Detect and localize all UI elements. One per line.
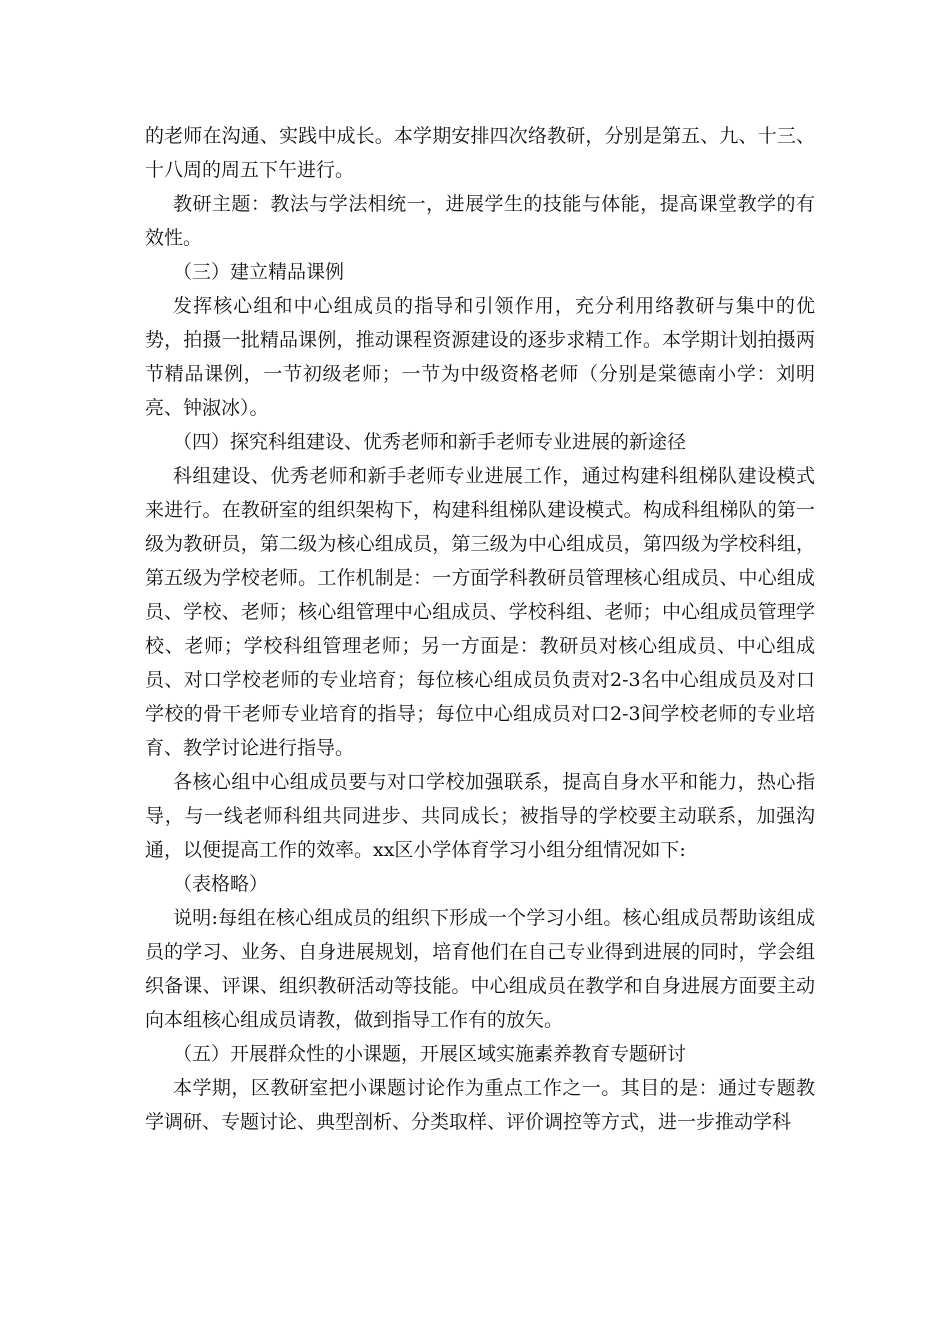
paragraph-quality-lessons: 发挥核心组和中心组成员的指导和引领作用，充分利用络教研与集中的优势，拍摄一批精品课例，推动课程资源建设的逐步求精工作。本学期计划拍摄两节精品课例，一节初级老师；一节为中级资格老师（分别是棠德南小学：刘明亮、钟淑冰）。 <box>145 295 815 419</box>
paragraph-continuation: 的老师在沟通、实践中成长。本学期安排四次络教研，分别是第五、九、十三、十八周的周五下午进行。 <box>145 125 815 181</box>
paragraph-contact-schools: 各核心组中心组成员要与对口学校加强联系，提高自身水平和能力，热心指导，与一线老师科组共同进步、共同成长；被指导的学校要主动联系，加强沟通，以便提高工作的效率。xx区小学体育学习小组分组情况如下: <box>145 771 815 861</box>
paragraph-table-omitted: （表格略） <box>173 873 269 895</box>
section-heading-3: （三）建立精品课例 <box>173 261 345 283</box>
section-heading-4: （四）探究科组建设、优秀老师和新手老师专业进展的新途径 <box>173 431 687 453</box>
paragraph-team-building: 科组建设、优秀老师和新手老师专业进展工作，通过构建科组梯队建设模式来进行。在教研室的组织架构下，构建科组梯队建设模式。构成科组梯队的第一级为教研员，第二级为核心组成员，第三级为中心组成员，第四级为学校科组，第五级为学校老师。工作机制是：一方面学科教研员管理核心组成员、中心组成员、学校、老师；核心组管理中心组成员、学校科组、老师；中心组成员管理学校、老师；学校科组管理老师；另一方面是：教研员对核心组成员、中心组成员、对口学校老师的专业培育；每位核心组成员负责对2-3名中心组成员及对口学校的骨干老师专业培育的指导；每位中心组成员对口2-3间学校老师的专业培育、教学讨论进行指导。 <box>145 465 815 759</box>
paragraph-research-theme: 教研主题：教法与学法相统一，进展学生的技能与体能，提高课堂教学的有效性。 <box>145 193 815 249</box>
section-heading-5: （五）开展群众性的小课题，开展区域实施素养教育专题研讨 <box>173 1043 687 1065</box>
document-body <box>145 119 815 1139</box>
paragraph-small-topics: 本学期，区教研室把小课题讨论作为重点工作之一。其目的是：通过专题教学调研、专题讨论、典型剖析、分类取样、评价调控等方式，进一步推动学科 <box>145 1077 815 1133</box>
paragraph-explanation: 说明:每组在核心组成员的组织下形成一个学习小组。核心组成员帮助该组成员的学习、业务、自身进展规划，培育他们在自己专业得到进展的同时，学会组织备课、评课、组织教研活动等技能。中心组成员在教学和自身进展方面要主动向本组核心组成员请教，做到指导工作有的放矢。 <box>145 907 815 1031</box>
